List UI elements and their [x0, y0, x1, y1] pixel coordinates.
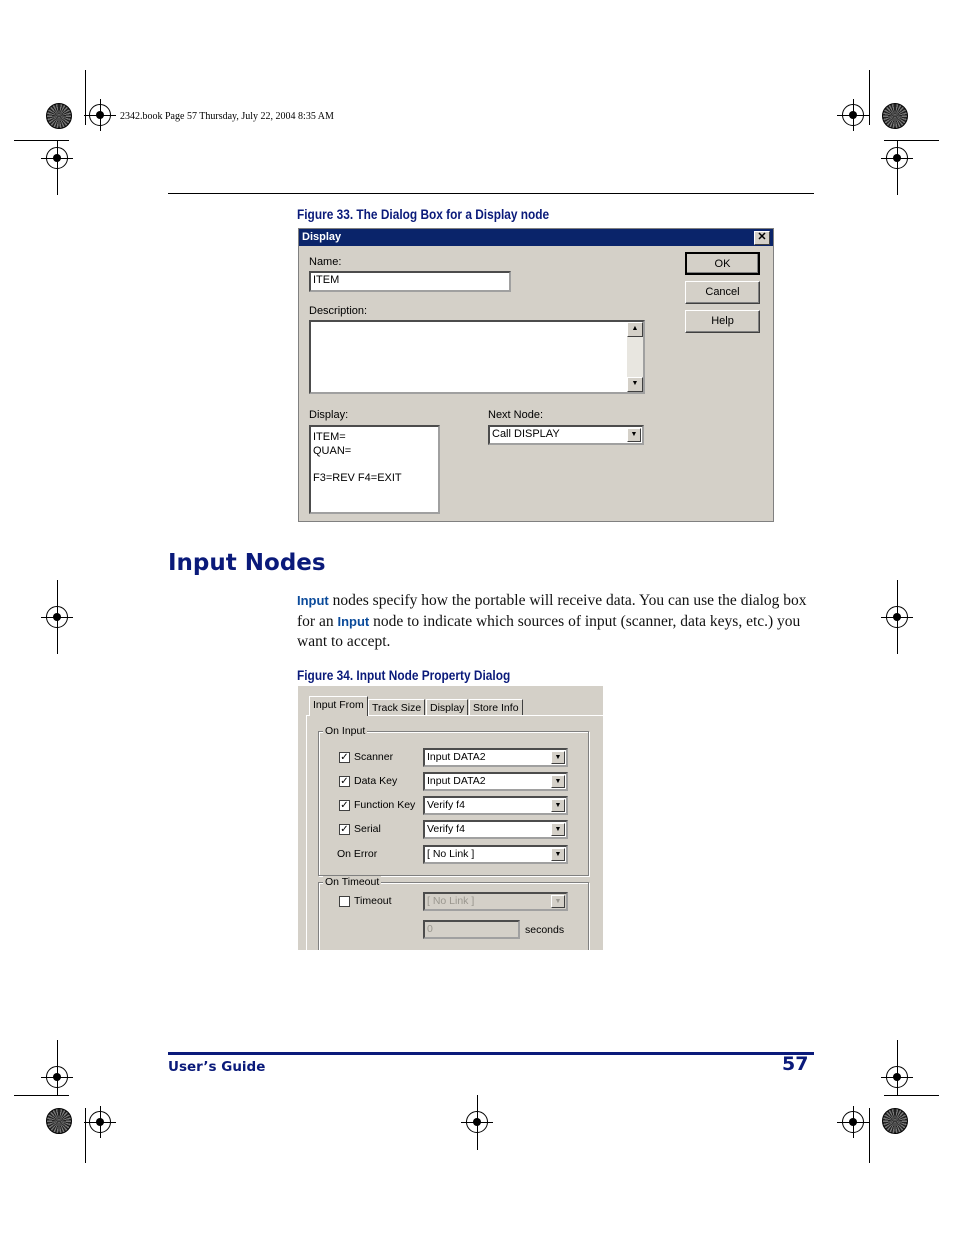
next-node-value: Call DISPLAY	[492, 428, 560, 440]
timeout-checkbox[interactable]	[339, 896, 350, 907]
crosshair-icon	[842, 104, 864, 126]
paragraph-text: node to indicate which sources of input (scanner, data keys, etc.) you want to accept.	[297, 612, 801, 650]
tab-store-info[interactable]: Store Info	[469, 699, 523, 716]
tab-track-size[interactable]: Track Size	[368, 699, 425, 716]
registration-target-icon	[882, 1108, 908, 1134]
function-key-label: Function Key	[354, 799, 416, 811]
display-dialog	[298, 228, 774, 522]
on-timeout-title: On Timeout	[325, 876, 380, 888]
display-line: F3=REV F4=EXIT	[313, 471, 402, 484]
dialog-title-bar	[299, 229, 773, 246]
scroll-up-icon[interactable]: ▲	[627, 322, 643, 337]
registration-target-icon	[882, 103, 908, 129]
scanner-value: Input DATA2	[427, 751, 486, 763]
serial-value: Verify f4	[427, 823, 465, 835]
scanner-label: Scanner	[354, 751, 394, 763]
description-scrollbar[interactable]	[627, 322, 643, 392]
description-label: Description:	[309, 305, 368, 317]
display-line	[313, 458, 436, 472]
chevron-down-icon[interactable]: ▼	[627, 428, 641, 442]
data-key-value: Input DATA2	[427, 775, 486, 787]
tab-input-from[interactable]: Input From	[309, 696, 368, 716]
chevron-down-icon[interactable]: ▼	[551, 848, 565, 861]
on-error-value: [ No Link ]	[427, 848, 475, 860]
page-number: 57	[782, 1053, 809, 1075]
name-field[interactable]: ITEM	[309, 271, 511, 292]
crosshair-icon	[89, 1111, 111, 1133]
chevron-down-icon[interactable]: ▼	[551, 823, 565, 836]
scroll-down-icon[interactable]: ▼	[627, 377, 643, 392]
scanner-checkbox[interactable]: ✓	[340, 752, 349, 763]
timeout-select[interactable]	[423, 892, 568, 911]
data-key-checkbox[interactable]: ✓	[340, 776, 349, 787]
next-node-label: Next Node:	[488, 409, 544, 421]
name-label: Name:	[309, 256, 342, 268]
data-key-label: Data Key	[354, 775, 398, 787]
function-key-value: Verify f4	[427, 799, 465, 811]
on-input-title: On Input	[325, 725, 366, 737]
seconds-label: seconds	[525, 924, 565, 936]
keyword-input: Input	[337, 613, 370, 629]
registration-target-icon	[46, 103, 72, 129]
data-key-select[interactable]	[423, 772, 568, 791]
seconds-field[interactable]: 0	[423, 920, 520, 939]
timeout-value: [ No Link ]	[427, 895, 475, 907]
chevron-down-icon[interactable]: ▼	[551, 895, 565, 908]
registration-target-icon	[46, 1108, 72, 1134]
description-field[interactable]	[309, 320, 645, 394]
input-node-dialog	[298, 686, 603, 950]
display-line: QUAN=	[313, 444, 352, 457]
figure-33-caption: Figure 33. The Dialog Box for a Display node	[297, 207, 550, 222]
keyword-input: Input	[297, 593, 329, 608]
chevron-down-icon[interactable]: ▼	[551, 775, 565, 788]
footer-rule	[168, 1052, 814, 1055]
chevron-down-icon[interactable]: ▼	[551, 751, 565, 764]
cancel-button[interactable]: Cancel	[685, 281, 760, 304]
help-button[interactable]: Help	[685, 310, 760, 333]
page-slug: 2342.book Page 57 Thursday, July 22, 2004 8:35 AM	[120, 111, 334, 122]
dialog-title: Display	[302, 231, 342, 243]
crosshair-icon	[842, 1111, 864, 1133]
section-heading: Input Nodes	[168, 550, 326, 576]
display-label: Display:	[309, 409, 349, 421]
function-key-checkbox[interactable]: ✓	[340, 800, 349, 811]
footer-title: User’s Guide	[168, 1059, 266, 1075]
figure-34-caption: Figure 34. Input Node Property Dialog	[297, 668, 511, 683]
scanner-select[interactable]	[423, 748, 568, 767]
display-line: ITEM=	[313, 431, 346, 443]
on-error-label: On Error	[337, 848, 378, 860]
serial-label: Serial	[354, 823, 381, 835]
paragraph-text: nodes specify how the portable will receive data. You can use the dialog box for an	[297, 592, 807, 630]
chevron-down-icon[interactable]: ▼	[551, 799, 565, 812]
close-icon[interactable]: ✕	[754, 231, 770, 245]
function-key-select[interactable]	[423, 796, 568, 815]
on-error-select[interactable]	[423, 845, 568, 864]
serial-checkbox[interactable]: ✓	[340, 824, 349, 835]
next-node-select[interactable]	[488, 425, 644, 445]
tab-display[interactable]: Display	[426, 699, 468, 716]
display-field[interactable]	[309, 425, 440, 514]
section-paragraph	[297, 591, 812, 653]
header-rule	[168, 193, 814, 194]
crosshair-icon	[89, 104, 111, 126]
timeout-label: Timeout	[354, 895, 392, 907]
serial-select[interactable]	[423, 820, 568, 839]
ok-button[interactable]: OK	[685, 252, 760, 275]
